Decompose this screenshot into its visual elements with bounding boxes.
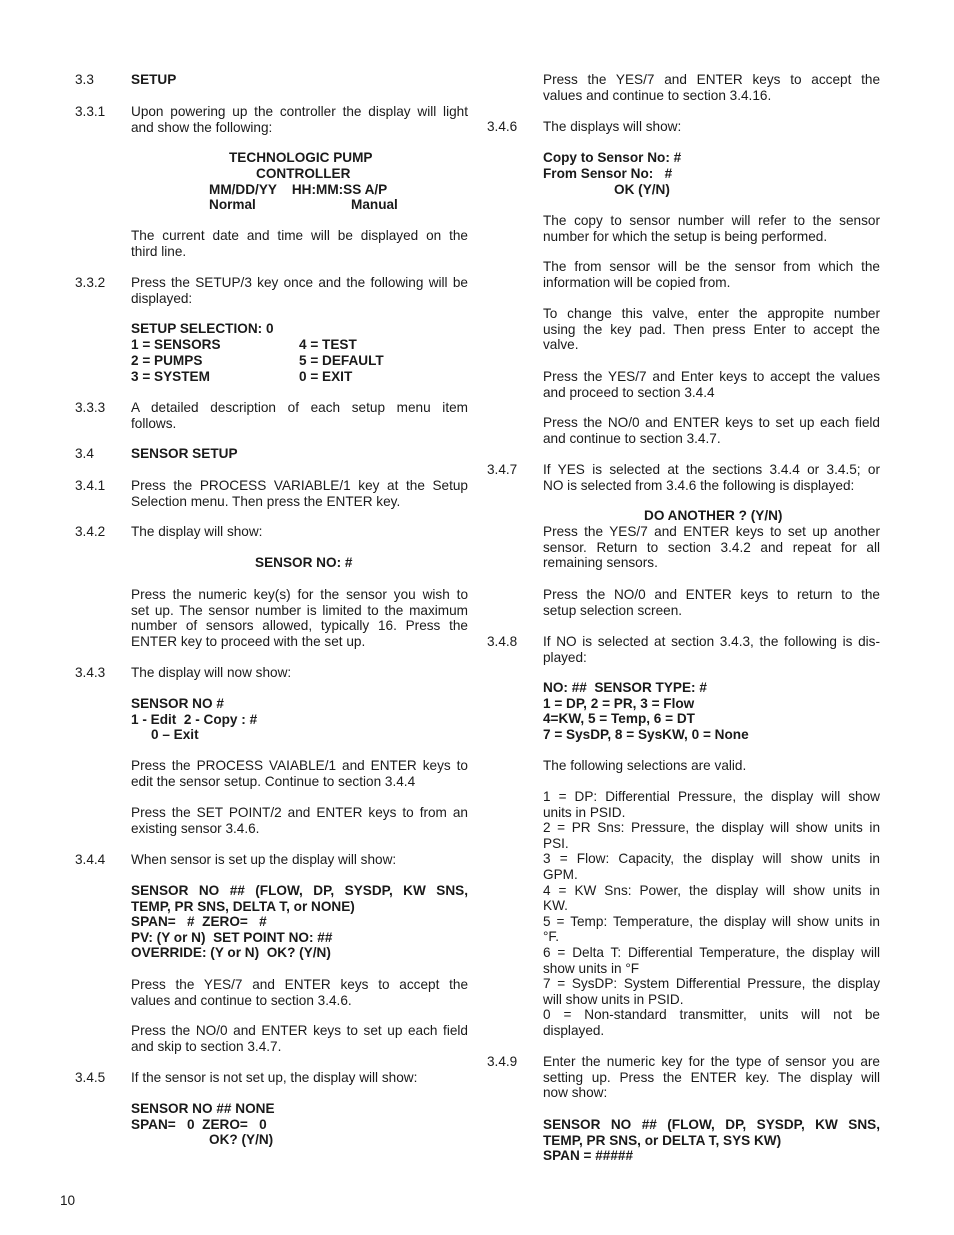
text-line: 6 = Delta T: Differential Temperature, the display will xyxy=(543,944,880,960)
text-line: 2 = PR Sns: Pressure, the display will show units in xyxy=(543,820,880,836)
display-line: Copy to Sensor No: # xyxy=(543,150,682,165)
text-line: Enter the numeric key for the type of sensor you are xyxy=(543,1054,880,1069)
text-line: will show units in PSID. xyxy=(543,991,684,1007)
section-number: 3.4 xyxy=(75,446,94,461)
text-line: The displays will show: xyxy=(543,119,682,134)
text-line: When sensor is set up the display will show: xyxy=(131,852,397,867)
paragraph xyxy=(543,415,880,446)
section-number: 3.4.8 xyxy=(487,634,518,649)
sensor-type-list xyxy=(543,789,880,1039)
display-line: 7 = SysDP, 8 = SysKW, 0 = None xyxy=(543,726,749,742)
paragraph xyxy=(543,462,880,493)
text-line: sensor. Return to section 3.4.2 and repeat for all xyxy=(543,539,880,555)
section-number: 3.3.1 xyxy=(75,104,106,119)
section-number: 3.4.4 xyxy=(75,852,106,867)
text-line: played: xyxy=(543,649,587,665)
paragraph xyxy=(543,587,880,618)
text-line: Press the NO/0 and ENTER keys to return to the xyxy=(543,587,880,602)
text-line: If YES is selected at the sections 3.4.4 or 3.4.5; or xyxy=(543,462,880,477)
display-block xyxy=(543,680,749,742)
section-number: 3.4.7 xyxy=(487,462,518,477)
text-line: Press the PROCESS VAIABLE/1 and ENTER keys to xyxy=(131,758,468,773)
paragraph xyxy=(543,1054,880,1101)
display-line: TEMP, PR SNS, or DELTA T, SYS KW) xyxy=(543,1132,782,1148)
section-heading: SENSOR SETUP xyxy=(131,446,238,461)
text-line: The current date and time will be displayed on the xyxy=(131,228,468,243)
text-line: 4 = KW Sns: Power, the display will show units in xyxy=(543,882,880,898)
display-line: SENSOR NO: # xyxy=(255,555,353,570)
paragraph xyxy=(543,524,880,571)
text-line: Press the YES/7 and ENTER keys to accept the xyxy=(131,977,468,992)
text-line: Selection menu. Then press the ENTER key. xyxy=(131,493,401,509)
display-line: OK (Y/N) xyxy=(614,182,670,197)
paragraph xyxy=(543,306,880,353)
paragraph xyxy=(543,634,880,665)
text-line: The from sensor will be the sensor from which the xyxy=(543,259,880,274)
text-line: PSI. xyxy=(543,835,569,851)
text-line: values and continue to section 3.4.6. xyxy=(131,992,352,1008)
text-line: remaining sensors. xyxy=(543,555,658,571)
text-line: The following selections are valid. xyxy=(543,758,747,773)
text-line: Press the PROCESS VARIABLE/1 key at the Setup xyxy=(131,478,468,493)
display-line: From Sensor No: # xyxy=(543,166,673,181)
text-line: Press the numeric key(s) for the sensor you wish to xyxy=(131,587,468,602)
paragraph xyxy=(543,259,880,290)
text-line: 7 = SysDP: System Differential Pressure, the display xyxy=(543,976,880,992)
display-line: SENSOR NO # xyxy=(131,696,224,711)
paragraph xyxy=(543,213,880,244)
section-number: 3.3.2 xyxy=(75,275,106,290)
text-line: Press the SET POINT/2 and ENTER keys to from an xyxy=(131,805,468,820)
display-line: SENSOR NO ## (FLOW, DP, SYSDP, KW SNS, xyxy=(543,1117,880,1132)
display-line: PV: (Y or N) SET POINT NO: ## xyxy=(131,929,333,945)
text-line: If NO is selected at section 3.4.3, the following is dis- xyxy=(543,634,880,649)
paragraph xyxy=(543,369,880,400)
text-line: and continue to section 3.4.7. xyxy=(543,430,721,446)
section-number: 3.4.6 xyxy=(487,119,518,134)
display-line: Manual xyxy=(351,197,398,212)
paragraph xyxy=(131,478,468,509)
text-line: setting up. Press the ENTER key. The display will xyxy=(543,1069,880,1085)
text-line: The copy to sensor number will refer to the sensor xyxy=(543,213,880,228)
paragraph xyxy=(131,400,468,431)
display-line: CONTROLLER xyxy=(256,166,351,181)
text-line: Press the YES/7 and ENTER keys to set up another xyxy=(543,524,880,539)
text-line: number for which the setup is being performed. xyxy=(543,228,828,244)
display-line: 4=KW, 5 = Temp, 6 = DT xyxy=(543,711,695,727)
text-line: °F. xyxy=(543,929,560,945)
section-number: 3.4.1 xyxy=(75,478,106,493)
display-line: OVERRIDE: (Y or N) OK? (Y/N) xyxy=(131,945,331,961)
text-line: 1 = DP: Differential Pressure, the display will show xyxy=(543,789,880,804)
display-line: Normal xyxy=(209,197,256,212)
paragraph xyxy=(131,805,468,836)
text-line: follows. xyxy=(131,415,177,431)
display-block xyxy=(543,1117,880,1164)
text-line: show units in °F xyxy=(543,960,640,976)
text-line: Press the YES/7 and Enter keys to accept the values xyxy=(543,369,880,384)
text-line: edit the sensor setup. Continue to section 3.4.4 xyxy=(131,773,416,789)
paragraph xyxy=(131,228,468,259)
text-line: NO is selected from 3.4.6 the following is displayed: xyxy=(543,477,855,493)
text-line: and proceed to section 3.4.4 xyxy=(543,384,715,400)
display-line: SPAN = ##### xyxy=(543,1148,634,1164)
text-line: units in PSID. xyxy=(543,804,626,820)
display-line: 1 - Edit 2 - Copy : # xyxy=(131,712,258,727)
text-line: 5 = Temp: Temperature, the display will show units in xyxy=(543,913,880,929)
display-line: OK? (Y/N) xyxy=(209,1132,274,1147)
text-line: values and continue to section 3.4.16. xyxy=(543,87,772,103)
text-line: using the key pad. Then press Enter to accept the xyxy=(543,321,880,337)
text-line: The display will show: xyxy=(131,524,263,539)
display-line: 1 = SENSORS xyxy=(131,337,221,352)
display-line: SPAN= # ZERO= # xyxy=(131,914,267,930)
text-line: valve. xyxy=(543,337,579,353)
text-line: GPM. xyxy=(543,866,578,882)
section-number: 3.4.5 xyxy=(75,1070,106,1085)
section-number: 3.3.3 xyxy=(75,400,106,415)
text-line: set up. The sensor number is limited to the maximum xyxy=(131,602,468,618)
display-line: 3 = SYSTEM xyxy=(131,369,210,384)
text-line: A detailed description of each setup menu item xyxy=(131,400,468,415)
display-line: TEMP, PR SNS, DELTA T, or NONE) xyxy=(131,898,355,914)
display-line: TECHNOLOGIC PUMP xyxy=(229,150,373,165)
display-line: SETUP SELECTION: 0 xyxy=(131,321,274,336)
display-line: SENSOR NO ## (FLOW, DP, SYSDP, KW SNS, xyxy=(131,883,468,898)
text-line: and show the following: xyxy=(131,119,273,135)
text-line: 0 = Non-standard transmitter, units will not be xyxy=(543,1007,880,1023)
text-line: KW. xyxy=(543,898,568,914)
display-line: 5 = DEFAULT xyxy=(299,353,384,368)
text-line: If the sensor is not set up, the display will show: xyxy=(131,1070,418,1085)
display-line: MM/DD/YY HH:MM:SS A/P xyxy=(209,182,388,197)
text-line: Press the NO/0 and ENTER keys to set up each field xyxy=(131,1023,468,1038)
section-number: 3.4.9 xyxy=(487,1054,518,1069)
text-line: Upon powering up the controller the display will light xyxy=(131,104,468,119)
display-line: 1 = DP, 2 = PR, 3 = Flow xyxy=(543,695,695,711)
display-line: NO: ## SENSOR TYPE: # xyxy=(543,680,707,695)
display-block xyxy=(131,883,468,961)
paragraph xyxy=(131,587,468,649)
paragraph xyxy=(131,977,468,1008)
text-line: Press the YES/7 and ENTER keys to accept the xyxy=(543,72,880,87)
text-line: now show: xyxy=(543,1085,608,1101)
text-line: Press the SETUP/3 key once and the following will be xyxy=(131,275,468,290)
section-number: 3.4.2 xyxy=(75,524,106,539)
text-line: To change this valve, enter the appropite number xyxy=(543,306,880,321)
text-line: setup selection screen. xyxy=(543,602,683,618)
page-number: 10 xyxy=(60,1193,76,1208)
display-line: 0 = EXIT xyxy=(299,369,353,384)
section-number: 3.3 xyxy=(75,72,94,87)
text-line: displayed: xyxy=(131,290,193,306)
text-line: existing sensor 3.4.6. xyxy=(131,820,260,836)
display-line: DO ANOTHER ? (Y/N) xyxy=(644,508,783,523)
paragraph xyxy=(543,72,880,103)
text-line: Press the NO/0 and ENTER keys to set up each field xyxy=(543,415,880,430)
display-line: 2 = PUMPS xyxy=(131,353,203,368)
section-heading: SETUP xyxy=(131,72,177,87)
text-line: information will be copied from. xyxy=(543,274,731,290)
text-line: The display will now show: xyxy=(131,665,292,680)
section-number: 3.4.3 xyxy=(75,665,106,680)
paragraph xyxy=(131,1023,468,1054)
display-line: 4 = TEST xyxy=(299,337,357,352)
text-line: displayed. xyxy=(543,1022,605,1038)
text-line: number of sensors allowed, typically 16. Press the xyxy=(131,618,468,634)
text-line: 3 = Flow: Capacity, the display will show units in xyxy=(543,851,880,867)
display-line: 0 – Exit xyxy=(151,727,199,742)
paragraph xyxy=(131,758,468,789)
text-line: ENTER key to proceed with the set up. xyxy=(131,633,366,649)
paragraph xyxy=(131,275,468,306)
display-line: SPAN= 0 ZERO= 0 xyxy=(131,1117,267,1132)
paragraph xyxy=(131,104,468,135)
text-line: third line. xyxy=(131,243,187,259)
display-line: SENSOR NO ## NONE xyxy=(131,1101,275,1116)
text-line: and skip to section 3.4.7. xyxy=(131,1038,282,1054)
